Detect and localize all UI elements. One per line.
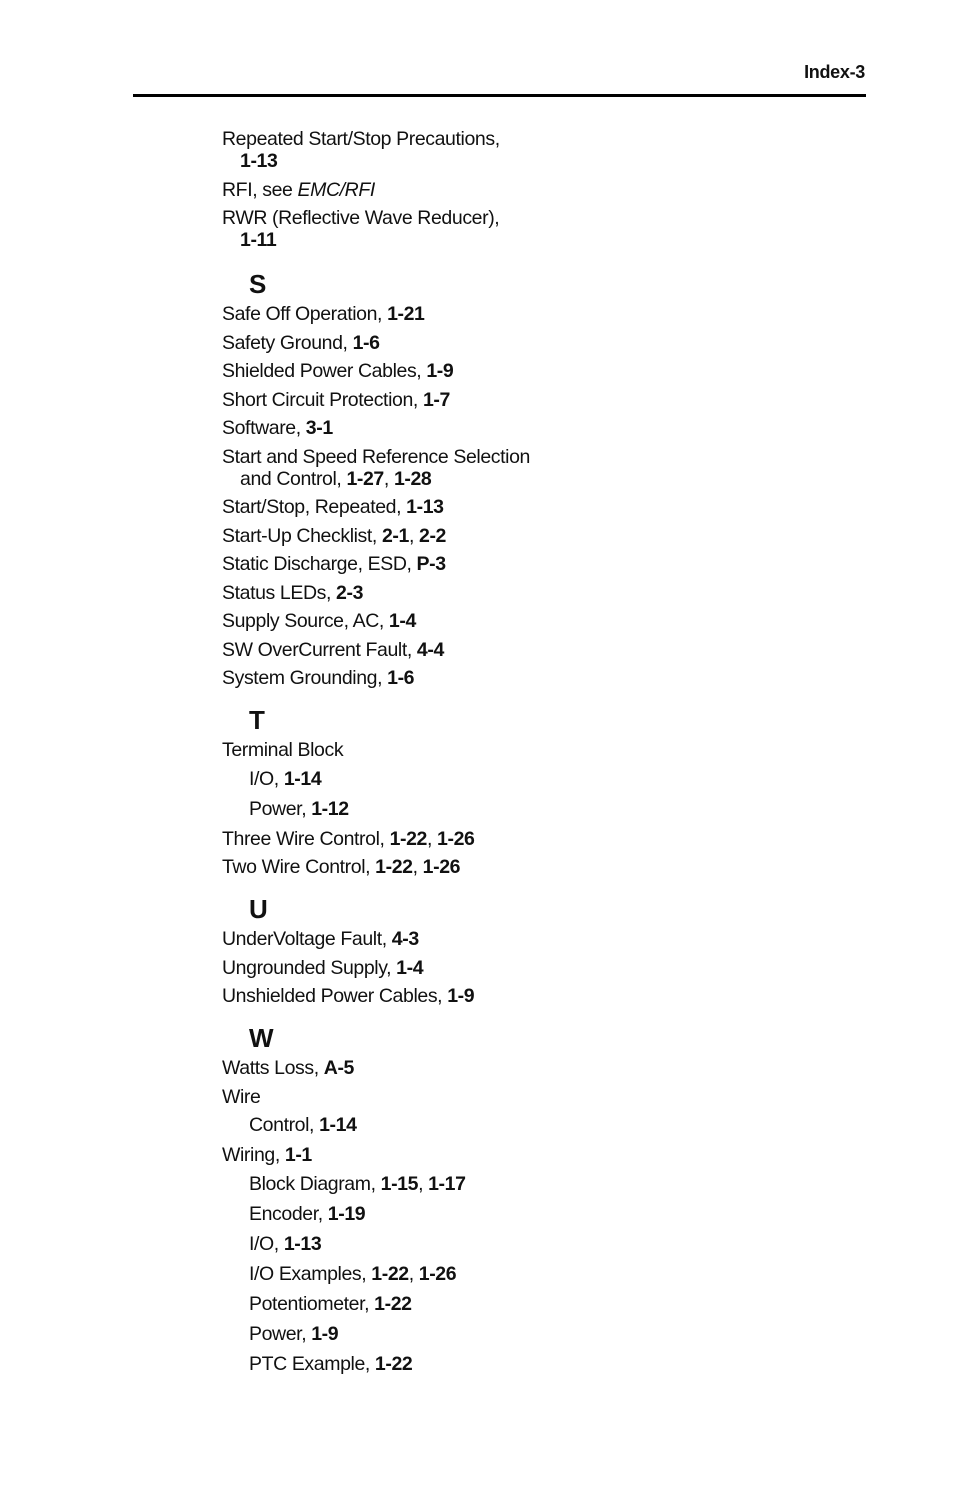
entry-text: Start/Stop, Repeated, xyxy=(222,496,407,518)
entry-line xyxy=(222,332,822,354)
entry-text: Safe Off Operation, xyxy=(222,303,388,325)
section-letter: S xyxy=(249,269,266,299)
page-reference: 1-19 xyxy=(327,1202,366,1225)
index-entry xyxy=(222,856,822,878)
entry-text: Power, xyxy=(249,1322,312,1345)
index-subentry xyxy=(222,1203,822,1225)
entry-text: Shielded Power Cables, xyxy=(222,360,427,382)
entry-text: Safety Ground, xyxy=(222,331,353,354)
index-entry xyxy=(222,1086,822,1108)
entry-line xyxy=(249,1233,822,1255)
page-reference: 1-22 xyxy=(375,856,413,878)
page-reference: 1-13 xyxy=(283,1232,322,1255)
entry-text: Block Diagram, xyxy=(249,1172,381,1195)
page-reference: 1-26 xyxy=(437,827,475,850)
entry-continuation xyxy=(222,150,822,172)
entry-line xyxy=(222,1144,822,1166)
index-subentry xyxy=(222,1323,822,1345)
entry-text: Software, xyxy=(222,417,306,439)
entry-text: RFI, see xyxy=(222,178,298,201)
page-reference: 4-3 xyxy=(391,928,419,950)
entry-line xyxy=(222,553,822,575)
entry-text: System Grounding, xyxy=(222,667,388,689)
index-entry xyxy=(222,207,822,251)
page-reference: 1-9 xyxy=(311,1322,339,1345)
entry-text: Potentiometer, xyxy=(249,1292,375,1315)
page-reference: 1-11 xyxy=(240,229,277,251)
entry-text: UnderVoltage Fault, xyxy=(222,928,392,950)
entry-line xyxy=(222,667,822,689)
page-reference: 1-27 xyxy=(346,467,384,490)
index-entry xyxy=(222,303,822,325)
entry-text: Control, xyxy=(249,1114,320,1136)
entry-line xyxy=(222,360,822,382)
entry-text: PTC Example, xyxy=(249,1352,375,1375)
page-reference: 1-13 xyxy=(406,496,444,518)
entry-text: Three Wire Control, xyxy=(222,827,390,850)
entry-text: SW OverCurrent Fault, xyxy=(222,638,417,661)
index-subentry xyxy=(222,768,822,790)
index-subentry xyxy=(222,1233,822,1255)
entry-line xyxy=(249,1323,822,1345)
see-reference: EMC/RFI xyxy=(297,178,375,201)
entry-line: Block Diagram, 1-15, 1-17 xyxy=(249,1172,466,1195)
entry-text: and Control, xyxy=(240,467,347,490)
page-reference: 1-22 xyxy=(371,1262,409,1285)
page-reference: 1-26 xyxy=(418,1262,457,1285)
page-reference: 2-1 xyxy=(381,524,409,547)
entry-line xyxy=(249,1114,822,1136)
entry-text: I/O Examples, xyxy=(249,1262,372,1285)
page-reference: 1-14 xyxy=(283,767,322,790)
entry-text: Start and Speed Reference Selection xyxy=(222,445,530,468)
index-entry xyxy=(222,128,822,172)
entry-text: Terminal Block xyxy=(222,739,344,761)
index-entry xyxy=(222,828,822,850)
entry-line xyxy=(249,798,822,820)
entry-text: RWR (Reflective Wave Reducer), xyxy=(222,207,500,229)
index-entry xyxy=(222,1057,822,1079)
entry-line xyxy=(222,957,822,979)
index-entry xyxy=(222,179,822,201)
entry-line xyxy=(222,1086,822,1108)
index-entry xyxy=(222,985,822,1007)
entry-line xyxy=(222,496,822,518)
index-entry xyxy=(222,553,822,575)
page-reference: 2-2 xyxy=(419,524,446,547)
entry-line xyxy=(222,985,822,1007)
header-rule xyxy=(133,94,866,97)
entry-text: I/O, xyxy=(249,1232,284,1255)
entry-text: Power, xyxy=(249,797,312,820)
entry-text: Ungrounded Supply, xyxy=(222,956,397,979)
page-reference: 1-22 xyxy=(389,827,427,850)
index-entry xyxy=(222,1144,822,1166)
page-reference: 1-6 xyxy=(352,331,380,354)
index-entry xyxy=(222,639,822,661)
page-reference: 1-14 xyxy=(319,1114,357,1136)
entry-line xyxy=(222,582,822,604)
index-entry xyxy=(222,582,822,604)
index-entry xyxy=(222,739,822,761)
entry-text: Two Wire Control, xyxy=(222,856,376,878)
entry-line xyxy=(222,446,822,468)
index-entry xyxy=(222,957,822,979)
index-subentry xyxy=(222,1263,822,1285)
page-reference: 1-4 xyxy=(388,610,416,632)
index-subentry xyxy=(222,1114,822,1136)
index-subentry xyxy=(222,798,822,820)
entry-line: Three Wire Control, 1-22, 1-26 xyxy=(222,827,475,850)
section-letter: T xyxy=(249,705,265,735)
entry-line: Two Wire Control, 1-22, 1-26 xyxy=(222,856,461,878)
page-reference: 2-3 xyxy=(336,581,364,604)
entry-line xyxy=(249,1293,822,1315)
entry-line: Start-Up Checklist, 2-1, 2-2 xyxy=(222,524,446,547)
page-reference: 1-22 xyxy=(374,1352,413,1375)
entry-line xyxy=(249,1353,822,1375)
page-reference: 4-4 xyxy=(416,638,444,661)
index-entry xyxy=(222,446,822,490)
page-reference: 1-9 xyxy=(426,360,454,382)
entry-line xyxy=(222,389,822,411)
entry-line xyxy=(222,739,822,761)
entry-text: Watts Loss, xyxy=(222,1057,324,1079)
section-letter: W xyxy=(249,1023,274,1053)
entry-line xyxy=(222,1057,822,1079)
index-entry xyxy=(222,417,822,439)
index-column xyxy=(222,128,822,1383)
section-letter: U xyxy=(249,894,268,924)
entry-line xyxy=(249,768,822,790)
entry-text: Short Circuit Protection, xyxy=(222,388,423,411)
entry-text: I/O, xyxy=(249,767,284,790)
page-reference: 1-1 xyxy=(284,1144,312,1166)
page-reference: 1-9 xyxy=(447,985,475,1007)
page-reference: 1-6 xyxy=(387,667,415,689)
entry-text: Start-Up Checklist, xyxy=(222,524,382,547)
page-reference: 1-15 xyxy=(380,1172,419,1195)
index-entry xyxy=(222,496,822,518)
entry-line xyxy=(249,1203,822,1225)
page-reference: 1-17 xyxy=(428,1172,466,1195)
entry-text: Unshielded Power Cables, xyxy=(222,985,448,1007)
index-entry xyxy=(222,667,822,689)
index-entry xyxy=(222,332,822,354)
page-header xyxy=(0,0,954,100)
entry-text: Status LEDs, xyxy=(222,581,337,604)
entry-line: I/O Examples, 1-22, 1-26 xyxy=(249,1262,457,1285)
entry-text: Encoder, xyxy=(249,1202,328,1225)
page-reference: 1-12 xyxy=(311,797,349,820)
entry-text: Repeated Start/Stop Precautions, xyxy=(222,128,500,150)
page-reference: 1-26 xyxy=(422,856,461,878)
entry-line xyxy=(222,207,822,229)
page-reference: 1-28 xyxy=(393,467,432,490)
page-reference: 1-22 xyxy=(374,1292,412,1315)
entry-continuation: and Control, 1-27, 1-28 xyxy=(240,467,432,490)
index-subentry xyxy=(222,1173,822,1195)
index-entry xyxy=(222,525,822,547)
index-entry xyxy=(222,928,822,950)
page-reference: 1-21 xyxy=(387,303,425,325)
index-entry xyxy=(222,389,822,411)
entry-text: Wiring, xyxy=(222,1144,285,1166)
page-reference: 1-4 xyxy=(396,956,424,979)
entry-text: Wire xyxy=(222,1085,261,1108)
entry-continuation xyxy=(222,229,822,251)
page-reference: 1-7 xyxy=(422,388,450,411)
page-label: Index-3 xyxy=(804,62,865,82)
entry-line xyxy=(222,128,822,150)
index-entry xyxy=(222,360,822,382)
page-reference: 1-13 xyxy=(240,150,278,172)
entry-line xyxy=(222,610,822,632)
page-reference: A-5 xyxy=(323,1057,354,1079)
page-reference: 3-1 xyxy=(305,417,333,439)
page-reference: P-3 xyxy=(416,553,446,575)
entry-text: Static Discharge, ESD, xyxy=(222,553,417,575)
entry-line xyxy=(222,928,822,950)
entry-line xyxy=(222,179,822,201)
index-entry xyxy=(222,610,822,632)
entry-text: Supply Source, AC, xyxy=(222,610,389,632)
entry-line xyxy=(222,303,822,325)
index-subentry xyxy=(222,1353,822,1375)
entry-line xyxy=(222,417,822,439)
index-subentry xyxy=(222,1293,822,1315)
entry-line xyxy=(222,639,822,661)
